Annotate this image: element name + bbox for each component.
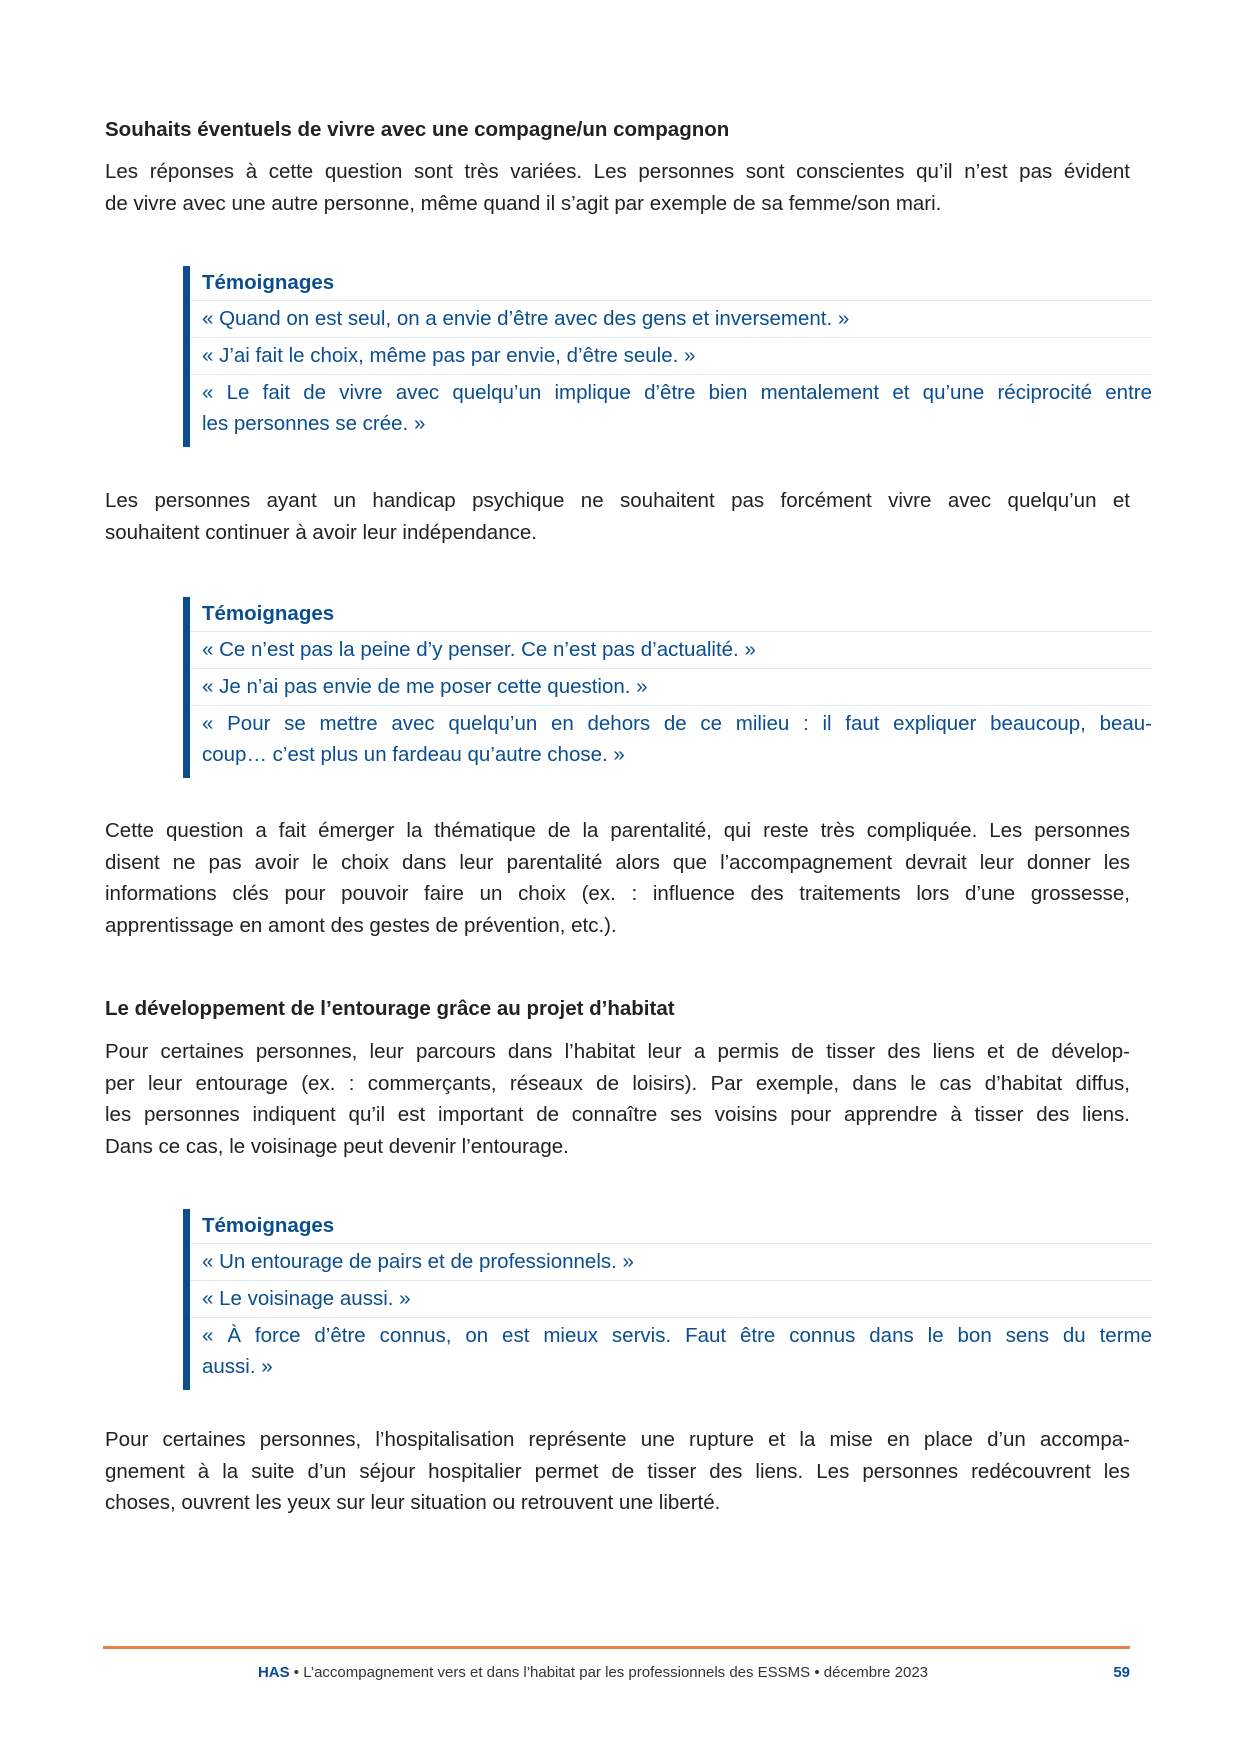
testimony-title: Témoignages — [190, 1209, 1152, 1244]
testimony-quote — [190, 669, 1152, 706]
text-line: disent ne pas avoir le choix dans leur parentalité alors que l’accompagnement devrait leur donner les — [105, 850, 1130, 874]
text-line: les personnes indiquent qu’il est important de connaître ses voisins pour apprendre à tisser des liens. — [105, 1103, 1130, 1126]
testimony-quote — [190, 1318, 1152, 1390]
footer-separator: • — [289, 1664, 304, 1681]
section-heading-companion: Souhaits éventuels de vivre avec une compagne/un compagnon — [105, 118, 730, 141]
quote-line: « Quand on est seul, on a envie d’être avec des gens et inversement. » — [202, 307, 850, 330]
testimony-quote — [190, 1244, 1152, 1281]
quote-line: « Un entourage de pairs et de professionnels. » — [202, 1250, 634, 1273]
text-line: souhaitent continuer à avoir leur indépendance. — [105, 520, 537, 544]
text-line: choses, ouvrent les yeux sur leur situation ou retrouvent une liberté. — [105, 1491, 721, 1514]
text-line: informations clés pour pouvoir faire un choix (ex. : influence des traitements lors d’une grossesse, — [105, 882, 1130, 905]
paragraph-parentality — [105, 815, 1130, 941]
text-line: Cette question a fait émerger la thématique de la parentalité, qui reste très compliquée. Les personnes — [105, 819, 1130, 842]
text-line: Pour certaines personnes, leur parcours dans l’habitat leur a permis de tisser des liens et de dévelop- — [105, 1040, 1130, 1063]
footer-date: décembre 2023 — [823, 1664, 929, 1681]
quote-line: coup… c’est plus un fardeau qu’autre chose. » — [202, 743, 625, 766]
testimony-title: Témoignages — [190, 597, 1152, 632]
testimony-block — [183, 1209, 1152, 1390]
quote-line: « Le voisinage aussi. » — [202, 1287, 411, 1310]
footer-org: HAS — [257, 1664, 290, 1681]
testimony-quote — [190, 338, 1152, 375]
text-line: Les réponses à cette question sont très variées. Les personnes sont conscientes qu’il n’est pas évident — [105, 160, 1130, 183]
testimony-quote — [190, 706, 1152, 778]
testimony-quote — [190, 1281, 1152, 1318]
footer-separator: • — [810, 1664, 824, 1681]
section-heading-entourage: Le développement de l’entourage grâce au projet d’habitat — [105, 997, 675, 1020]
paragraph-hospitalisation — [105, 1424, 1130, 1519]
paragraph-entourage — [105, 1036, 1130, 1162]
quote-line: aussi. » — [202, 1355, 273, 1378]
page-number: 59 — [1113, 1664, 1130, 1681]
text-line: de vivre avec une autre personne, même quand il s’agit par exemple de sa femme/son mari. — [105, 191, 942, 215]
quote-line: « Le fait de vivre avec quelqu’un implique d’être bien mentalement et qu’une réciprocité entre — [202, 381, 1152, 404]
text-line: Pour certaines personnes, l’hospitalisation représente une rupture et la mise en place d’un accompa- — [105, 1428, 1130, 1451]
text-line: Dans ce cas, le voisinage peut devenir l’entourage. — [105, 1134, 569, 1158]
testimony-quote — [190, 375, 1152, 447]
footer-divider — [103, 1646, 1130, 1649]
text-line: Les personnes ayant un handicap psychique ne souhaitent pas forcément vivre avec quelqu’un et — [105, 489, 1130, 512]
text-line: gnement à la suite d’un séjour hospitalier permet de tisser des liens. Les personnes redécouvrent les — [105, 1459, 1130, 1483]
quote-line: « Ce n’est pas la peine d’y penser. Ce n’est pas d’actualité. » — [202, 638, 756, 661]
testimony-block — [183, 597, 1152, 778]
footer-citation — [103, 1664, 1083, 1681]
quote-line: les personnes se crée. » — [202, 412, 426, 435]
text-line: apprentissage en amont des gestes de prévention, etc.). — [105, 913, 617, 937]
testimony-quote — [190, 301, 1152, 338]
testimony-quote — [190, 632, 1152, 669]
quote-line: « J’ai fait le choix, même pas par envie, d’être seule. » — [202, 344, 696, 367]
testimony-block — [183, 266, 1152, 447]
text-line: per leur entourage (ex. : commerçants, réseaux de loisirs). Par exemple, dans le cas d’habitat diffus, — [105, 1071, 1130, 1095]
paragraph-intro — [105, 156, 1130, 219]
paragraph-psychic-handicap — [105, 485, 1130, 548]
testimony-title: Témoignages — [190, 266, 1152, 301]
footer-title: L’accompagnement vers et dans l’habitat par les professionnels des ESSMS — [303, 1664, 811, 1681]
quote-line: « Pour se mettre avec quelqu’un en dehors de ce milieu : il faut expliquer beaucoup, beau- — [202, 712, 1152, 735]
quote-line: « À force d’être connus, on est mieux servis. Faut être connus dans le bon sens du terme — [202, 1324, 1152, 1347]
quote-line: « Je n’ai pas envie de me poser cette question. » — [202, 675, 648, 698]
